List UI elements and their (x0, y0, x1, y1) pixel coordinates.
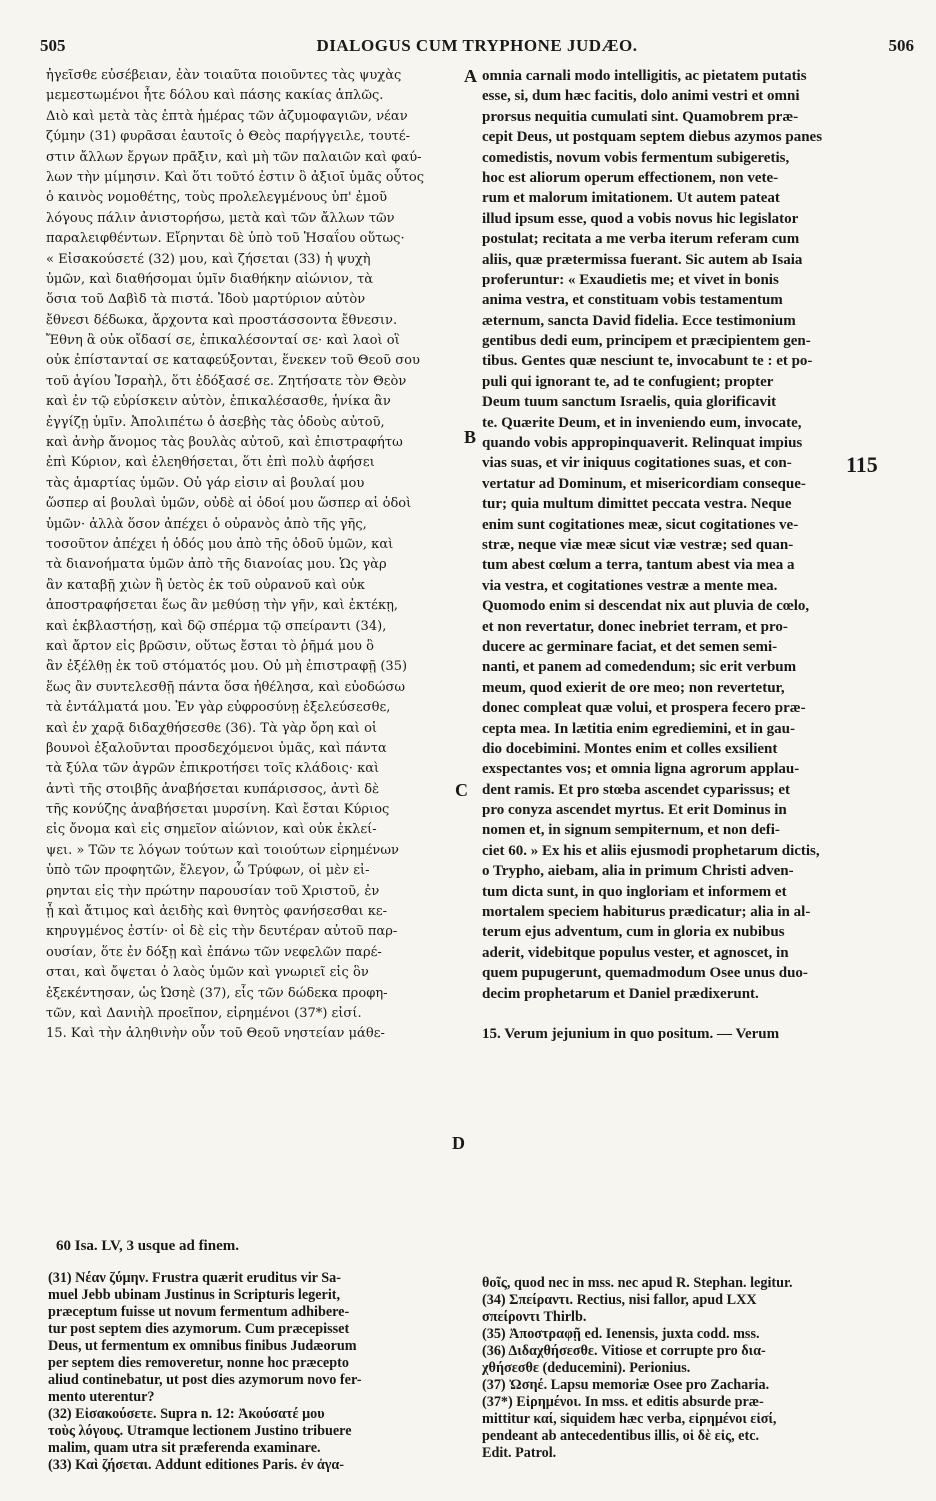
latin-text-line: Quomodo enim si descendat nix aut pluvia de cœlo, (482, 598, 810, 615)
greek-text-line: λόγους πάλιν ἀνιστορήσω, μετὰ καὶ τῶν ἄλλων τῶν (46, 210, 395, 226)
greek-text-line: τὰ ξύλα τῶν ἀγρῶν ἐπικροτήσει τοῖς κλάδοις· καὶ (46, 761, 380, 777)
latin-text-line: enim sunt cogitationes meæ, sicut cogitationes ve- (482, 516, 799, 533)
greek-text-line: σται, καὶ ὄψεται ὁ λαὸς ὑμῶν καὶ γνωριεῖ εἰς ὃν (46, 965, 369, 981)
notes-right-column (482, 1275, 898, 1462)
note-line: (31) Νέαν ζύμην. Frustra quærit eruditus vir Sa- (48, 1270, 341, 1286)
latin-text-line: 15. Verum jejunium in quo positum. — Verum (482, 1026, 780, 1043)
greek-text-line: τοῦ ἁγίου Ἰσραὴλ, ὅτι ἐδόξασέ σε. Ζητήσατε τὸν Θεὸν (46, 373, 407, 389)
greek-text-line: καὶ ἐκβλαστήσῃ, καὶ δῷ σπέρμα τῷ σπείραντι (34), (46, 618, 387, 634)
greek-text-line: ἐξεκέντησαν, ὡς Ὠσηὲ (37), εἷς τῶν δώδεκα προφη- (46, 985, 388, 1001)
latin-text-column (482, 66, 898, 1045)
note-line: præceptum fuisse ut novum fermentum adhibere- (48, 1304, 350, 1320)
latin-text-line: ducere ac germinare faciat, et det semen semi- (482, 638, 778, 655)
note-line: (37*) Εἰρημένοι. In mss. et editis absurde præ- (482, 1394, 764, 1410)
greek-text-line: ἕως ἂν συντελεσθῇ πάντα ὅσα ἠθέλησα, καὶ εὐοδώσω (46, 679, 406, 695)
greek-text-line: μεμεστωμένοι ἦτε δόλου καὶ πάσης κακίας ἁπλῶς. (46, 88, 384, 104)
greek-text-line: ὁ καινὸς νομοθέτης, τοὺς προλελεγμένους ὑπ' ἐμοῦ (46, 190, 388, 206)
latin-text-line: ciet 60. » Ex his et aliis ejusmodi prophetarum dictis, (482, 842, 820, 859)
latin-text-line: aderit, videbitque populus vester, et agnoscet, in (482, 944, 789, 961)
greek-text-line: καὶ ἀνὴρ ἄνομος τὰς βουλὰς αὐτοῦ, καὶ ἐπιστραφήτω (46, 435, 403, 451)
latin-text-line: cepit Deus, ut postquam septem diebus azymos panes (482, 129, 823, 146)
latin-text-line: te. Quærite Deum, et in inveniendo eum, invocate, (482, 414, 802, 431)
running-title: DIALOGUS CUM TRYPHONE JUDÆO. (316, 36, 638, 55)
latin-text-line: stræ, neque viæ meæ sicut viæ vestræ; sed quan- (482, 536, 794, 553)
greek-text-line: ἀποστραφήσεται ἕως ἂν μεθύσῃ τὴν γῆν, καὶ ἐκτέκῃ, (46, 598, 399, 614)
latin-text-line: esse, si, dum hæc facitis, dolo animi vestri et omni (482, 88, 800, 105)
greek-text-line: τῶν, καὶ Δανιὴλ προεῖπον, εἰρημένοι (37*) εἰσί. (46, 1005, 362, 1021)
greek-text-line: Διὸ καὶ μετὰ τὰς ἑπτὰ ἡμέρας τῶν ἀζυμοφαγιῶν, νέαν (46, 108, 408, 124)
greek-text-column (46, 66, 458, 1045)
latin-text-line: pro conyza ascendet myrtus. Et erit Dominus in (482, 802, 787, 819)
note-line: (37) Ὠσηέ. Lapsu memoriæ Osee pro Zacharia. (482, 1377, 770, 1393)
latin-text-line: puli qui ignorant te, ad te confugient; propter (482, 373, 774, 390)
note-line: (35) Ἀποστραφῇ ed. Ienensis, juxta codd. mss. (482, 1326, 760, 1342)
greek-text-line: ὥσπερ αἱ βουλαὶ ὑμῶν, οὐδὲ αἱ ὁδοί μου ὥσπερ αἱ ὁδοὶ (46, 496, 412, 512)
note-line: muel Jebb ubinam Justinus in Scripturis legerit, (48, 1287, 341, 1303)
note-line: (32) Εἰσακούσετε. Supra n. 12: Ἀκούσατέ μου (48, 1406, 325, 1422)
margin-letter-d: D (452, 1133, 465, 1153)
latin-text-line: Deum tuum sanctum Israelis, quia glorificavit (482, 394, 777, 411)
greek-text-line: εἰς ὄνομα καὶ εἰς σημεῖον αἰώνιον, καὶ οὐκ ἐκλεί- (46, 822, 377, 838)
latin-text-line: illud ipsum esse, quod a vobis novus hic legislator (482, 210, 799, 227)
greek-text-line: Ἔθνη ἃ οὐκ οἴδασί σε, ἐπικαλέσονταί σε· καὶ λαοὶ οἳ (46, 333, 400, 349)
note-line: aliud continebatur, ut post dies azymorum novo fer- (48, 1372, 362, 1388)
margin-letter-b: B (464, 427, 477, 447)
greek-text-line: τὰς ἁμαρτίας ὑμῶν. Οὐ γάρ εἰσιν αἱ βουλαί μου (46, 475, 365, 491)
greek-text-line: ζύμην (31) φυρᾶσαι ἑαυτοῖς ὁ Θεὸς παρήγγειλε, τουτέ- (46, 129, 411, 145)
greek-text-line: κηρυγμένος ἐστίν· οἱ δὲ εἰς τὴν δευτέραν αὐτοῦ παρ- (46, 924, 398, 940)
latin-text-line: tur; quia multum dimittet peccata vestra. Neque (482, 496, 792, 513)
note-line: malim, quam utra sit præferenda examinare. (48, 1440, 321, 1456)
note-line: τοὺς λόγους. Utramque lectionem Justino tribuere (48, 1423, 352, 1439)
latin-text-line: quando vobis appropinquaverit. Relinquat impius (482, 435, 803, 452)
greek-text-line: ψει. » Τῶν τε λόγων τούτων καὶ τοιούτων εἰρημένων (46, 842, 399, 858)
greek-text-line: ὑμῶν, καὶ διαθήσομαι ὑμῖν διαθήκην αἰώνιον, τὰ (46, 271, 374, 287)
greek-text-line: ἐγγίζῃ ὑμῖν. Ἀπολιπέτω ὁ ἀσεβὴς τὰς ὁδοὺς αὐτοῦ, (46, 414, 385, 430)
note-line: per septem dies removeretur, nonne hoc præcepto (48, 1355, 349, 1371)
note-line: (34) Σπείραντι. Rectius, nisi fallor, apud LXX (482, 1292, 757, 1308)
latin-text-line: decim prophetarum et Daniel prædixerunt. (482, 985, 759, 1002)
greek-text-line: ἐπὶ Κύριον, καὶ ἐλεηθήσεται, ὅτι ἐπὶ πολὺ ἀφήσει (46, 455, 375, 471)
note-line: θοῖς, quod nec in mss. nec apud R. Stephan. legitur. (482, 1275, 793, 1291)
note-line: pendeant ab antecedentibus illis, οἱ δὲ εἰς, etc. (482, 1428, 760, 1444)
greek-text-line: ρηνται εἰς τὴν πρώτην παρουσίαν τοῦ Χριστοῦ, ἐν (46, 883, 380, 899)
greek-text-line: ἂν καταβῇ χιὼν ἢ ὑετὸς ἐκ τοῦ οὐρανοῦ καὶ οὐκ (46, 577, 366, 593)
greek-text-line: « Εἰσακούσετέ (32) μου, καὶ ζήσεται (33) ἡ ψυχὴ (46, 251, 371, 267)
left-page-number: 505 (40, 36, 66, 55)
greek-text-line: ουσίαν, ὅτε ἐν δόξῃ καὶ ἐπάνω τῶν νεφελῶν παρέ- (46, 944, 382, 960)
note-line: mento uterentur? (48, 1389, 155, 1405)
latin-text-line: terum ejus adventum, cum in gloria ex nubibus (482, 924, 785, 941)
margin-letter-c: C (455, 780, 468, 800)
note-line: Deus, ut fermentum ex omnibus finibus Judæorum (48, 1338, 357, 1354)
greek-text-line: καὶ ἐν χαρᾷ διδαχθήσεσθε (36). Τὰ γὰρ ὄρη καὶ οἱ (46, 720, 378, 736)
latin-text-line: nanti, et panem ad comedendum; sic erit verbum (482, 659, 797, 676)
latin-text-line: cepta mea. In lætitia enim egrediemini, et in gau- (482, 720, 796, 737)
greek-text-line: οὐκ ἐπίστανταί σε καταφεύξονται, ἕνεκεν τοῦ Θεοῦ σου (46, 353, 420, 369)
note-line: σπείροντι Thirlb. (482, 1309, 587, 1325)
notes-left-column (48, 1270, 458, 1474)
greek-text-line: ὑμῶν· ἀλλὰ ὅσον ἀπέχει ὁ οὐρανὸς ἀπὸ τῆς γῆς, (46, 516, 367, 532)
latin-text-line: omnia carnali modo intelligitis, ac pietatem putatis (482, 68, 807, 84)
page-header (40, 36, 914, 58)
latin-text-line: æternum, sancta David fidelia. Ecce testimonium (482, 312, 796, 329)
note-line: tur post septem dies azymorum. Cum præcepisset (48, 1321, 350, 1337)
latin-text-line: tum dicta sunt, in quo ingloriam et informem et (482, 883, 787, 900)
latin-text-line: rum et malorum imitationem. Ut autem pateat (482, 190, 780, 207)
latin-text-line: vertatur ad Dominum, et misericordiam conseque- (482, 475, 806, 492)
greek-text-line: τὰ διανοήματα ὑμῶν ἀπὸ τῆς διανοίας μου. Ὡς γὰρ (46, 557, 387, 573)
latin-text-line: hoc est aliorum operum effectionem, non vete- (482, 169, 779, 186)
greek-text-line: βουνοὶ ἐξαλοῦνται προσδεχόμενοι ὑμᾶς, καὶ πάντα (46, 740, 387, 756)
latin-text-line: aliis, quæ prætermissa fuerant. Sic autem ab Isaia (482, 251, 803, 268)
greek-text-line: ὑπὸ τῶν προφητῶν, ἔλεγον, ὦ Τρύφων, οἱ μὲν εἰ- (46, 863, 370, 879)
note-line: Edit. Patrol. (482, 1445, 557, 1461)
latin-text-line: prorsus nequitia cumulati sint. Quamobrem præ- (482, 108, 799, 125)
latin-text-line: proferuntur: « Exaudietis me; et vivet in bonis (482, 271, 779, 288)
latin-text-line: meum, quod exierit de ore meo; non revertetur, (482, 679, 785, 696)
greek-text-line: καὶ ἄρτον εἰς βρῶσιν, οὕτως ἔσται τὸ ῥῆμά μου ὃ (46, 638, 374, 654)
right-page-number: 506 (888, 36, 914, 55)
greek-text-line: ἡγεῖσθε εὐσέβειαν, ἐὰν τοιαῦτα ποιοῦντες τὰς ψυχὰς (46, 68, 402, 83)
greek-text-line: τοσοῦτον ἀπέχει ἡ ὁδός μου ἀπὸ τῆς ὁδοῦ ὑμῶν, καὶ (46, 536, 394, 552)
note-line: (33) Καὶ ζήσεται. Addunt editiones Paris. ἐν ἀγα- (48, 1457, 345, 1473)
inline-page-number: 115 (846, 452, 878, 477)
greek-text-line: καὶ ἐν τῷ εὑρίσκειν αὐτὸν, ἐπικαλέσασθε, ἡνίκα ἂν (46, 394, 391, 410)
greek-text-line: τῆς κονύζης ἀναβήσεται μυρσίνη. Καὶ ἔσται Κύριος (46, 802, 390, 818)
latin-text-line: anima vestra, et constituam vobis testamentum (482, 292, 783, 309)
latin-text-line: gentibus dedi eum, principem et præcipientem gen- (482, 333, 811, 350)
greek-text-line: 15. Καὶ τὴν ἀληθινὴν οὖν τοῦ Θεοῦ νηστείαν μάθε- (46, 1026, 385, 1042)
latin-text-line: mortalem speciem habiturus prædicatur; alia in al- (482, 904, 811, 921)
latin-text-line: comedistis, novum vobis fermentum subigeretis, (482, 149, 790, 166)
latin-text-line: via vestra, et cogitationes vestræ a mente mea. (482, 577, 778, 594)
margin-letter-a: A (464, 66, 477, 86)
latin-text-line: quem pupugerunt, quemadmodum Osee unus duo- (482, 965, 808, 982)
latin-text-line: postulat; recitata a me verba iterum referam cum (482, 231, 800, 248)
latin-text-line: et non revertatur, donec inebriet terram, et pro- (482, 618, 788, 635)
note-line: (36) Διδαχθήσεσθε. Vitiose et corrupte pro δια- (482, 1343, 766, 1359)
note-line: χθήσεσθε (deducemini). Perionius. (482, 1360, 691, 1376)
greek-text-line: ἔθνεσι δέδωκα, ἄρχοντα καὶ προστάσσοντα ἔθνεσιν. (46, 312, 398, 328)
greek-text-line: ᾗ καὶ ἄτιμος καὶ ἀειδὴς καὶ θνητὸς φανήσεσθαι κε- (46, 904, 388, 920)
greek-text-line: στιν ἄλλων ἔργων πρᾶξιν, καὶ μὴ τῶν παλαιῶν καὶ φαύ- (46, 149, 422, 165)
latin-text-line: dio docebimini. Montes enim et colles exsilient (482, 740, 778, 757)
greek-text-line: ἂν ἐξέλθῃ ἐκ τοῦ στόματός μου. Οὐ μὴ ἐπιστραφῇ (35) (46, 659, 408, 675)
latin-text-line: donec compleat quæ volui, et prospera fecero præ- (482, 700, 806, 717)
greek-text-line: τὰ ἐντάλματά μου. Ἐν γὰρ εὐφροσύνῃ ἐξελεύσεσθε, (46, 700, 391, 716)
latin-text-line: tibus. Gentes quæ nesciunt te, invocabunt te : et po- (482, 353, 813, 370)
footnote-reference: 60 Isa. LV, 3 usque ad finem. (56, 1238, 239, 1254)
greek-text-line: λων τὴν μίμησιν. Καὶ ὅτι τοῦτό ἐστιν ὃ ἀξιοῖ ὑμᾶς οὗτος (46, 169, 425, 185)
greek-text-line: ὅσια τοῦ Δαβὶδ τὰ πιστά. Ἰδοὺ μαρτύριον αὐτὸν (46, 292, 366, 308)
latin-text-line: nomen et, in signum sempiternum, et non defi- (482, 822, 780, 839)
greek-text-line: παραλειφθέντων. Εἴρηνται δὲ ὑπὸ τοῦ Ἡσαΐου οὕτως· (46, 231, 405, 247)
latin-text-line: o Trypho, aiebam, alia in primum Christi adven- (482, 863, 794, 880)
latin-text-line: tum abest cœlum a terra, tantum abest via mea a (482, 557, 795, 574)
latin-text-line: exspectantes vos; et omnia ligna agrorum applau- (482, 761, 800, 778)
latin-text-line: vias suas, et vir iniquus cogitationes suas, et con- (482, 455, 792, 472)
greek-text-line: ἀντὶ τῆς στοιβῆς ἀναβήσεται κυπάρισσος, ἀντὶ δὲ (46, 781, 380, 797)
latin-text-line: dent ramis. Et pro stœba ascendet cyparissus; et (482, 781, 791, 798)
note-line: mittitur καί, siquidem hæc verba, εἰρημένοι εἰσί, (482, 1411, 777, 1427)
latin-text-line (482, 1004, 898, 1024)
